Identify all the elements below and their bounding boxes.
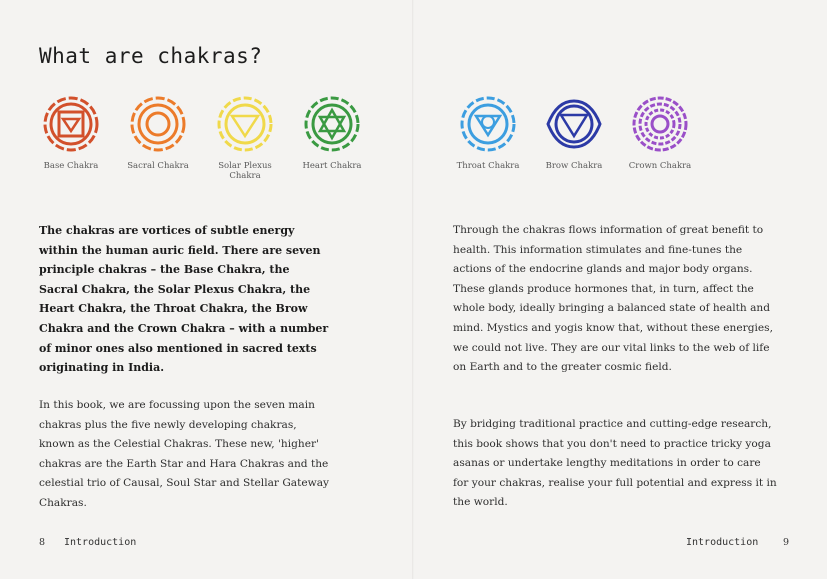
chakra-label: Solar Plexus Chakra [218,161,272,181]
page-title: What are chakras? [39,44,263,68]
solar-plexus-chakra-icon [214,93,276,155]
chakra-throat [453,93,523,171]
chakra-label: Sacral Chakra [127,161,189,171]
page-gutter [412,0,414,579]
chakra-label: Crown Chakra [628,161,692,171]
chakra-crown [625,93,695,171]
chakra-label: Base Chakra [43,161,99,171]
intro-paragraph: The chakras are vortices of subtle energy within the human auric field. There are seven principle chakras – the Base Chakra, the Sacral Chakra, the Solar Plexus Chakra, the Heart Chakra, the Throat Chakra, the Brow Chakra and the Crown Chakra – with a number of minor ones also mentioned in sacred texts originating in India. [39,224,329,375]
throat-chakra-icon [457,93,519,155]
sacral-chakra-icon [127,93,189,155]
running-footer-right: Introduction [686,537,759,548]
body-paragraph-2: By bridging traditional practice and cutting-edge research, this book shows that you don't need to practice tricky yoga asanas or undertake lengthy meditations in order to care for your chakras, realise your full potential and express it in the world. [453,418,777,509]
body-paragraph-1: Through the chakras flows information of great benefit to health. This information stimulates and fine-tunes the actions of the endocrine glands and major body organs. These glands produce hormones that, in turn, affect the whole body, ideally bringing a balanced state of health and mind. Mystics and yogis know that, without these energies, we could not live. They are our vital links to the web of life on Earth and to the greater cosmic field. [453,224,773,374]
base-chakra-icon [40,93,102,155]
heart-chakra-icon [301,93,363,155]
chakra-label: Brow Chakra [545,161,603,171]
chakra-heart [297,93,367,171]
brow-chakra-icon [543,93,605,155]
chakra-label: Heart Chakra [302,161,362,171]
page-number-left: 8 [39,537,46,548]
body-paragraph: In this book, we are focussing upon the seven main chakras plus the five newly developing chakras, known as the Celestial Chakras. These new, 'higher' chakras are the Earth Star and Hara Chakras and the celestial trio of Causal, Soul Star and Stellar Gateway Chakras. [39,399,329,509]
chakra-base [36,93,106,171]
page-number-right: 9 [783,537,790,548]
running-footer-left: Introduction [64,537,137,548]
chakra-brow [539,93,609,171]
chakra-label: Throat Chakra [456,161,520,171]
crown-chakra-icon [629,93,691,155]
chakra-sacral [123,93,193,171]
chakra-solar-plexus [210,93,280,181]
